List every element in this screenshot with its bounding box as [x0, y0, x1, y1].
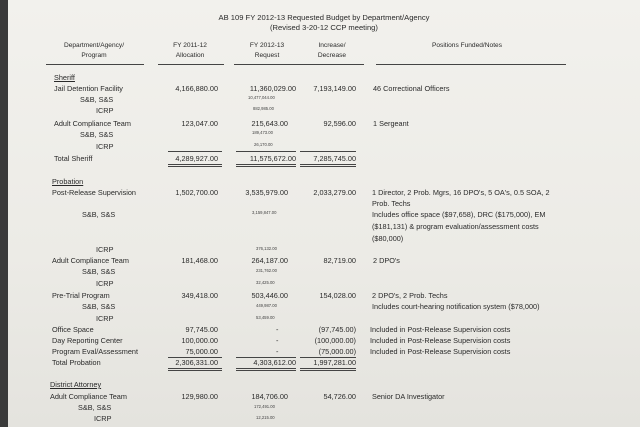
cell-allocation: 4,166,880.00 — [175, 84, 218, 93]
cell-request: 4,303,612.00 — [253, 358, 296, 367]
row-label: Post-Release Supervision — [52, 188, 136, 197]
cell-request-detail: 3,159,847.00 — [252, 210, 277, 215]
cell-request: 11,360,029.00 — [249, 84, 296, 93]
header-rule — [234, 64, 300, 65]
cell-change: 1,997,281.00 — [313, 358, 356, 367]
header-request: Request — [254, 52, 280, 59]
row-label: Day Reporting Center — [52, 336, 123, 345]
cell-request-detail: 32,425.00 — [256, 280, 275, 285]
cell-request: - — [276, 325, 279, 334]
cell-notes: Senior DA Investigator — [372, 392, 445, 401]
section-district-attorney: District Attorney — [50, 380, 102, 389]
header-fy2012: FY 2012-13 — [249, 42, 285, 49]
cell-allocation: 100,000.00 — [181, 336, 218, 345]
row-label: Program Eval/Assessment — [52, 347, 138, 356]
cell-request: - — [276, 336, 279, 345]
row-label: ICRP — [96, 106, 114, 115]
cell-change: (75,000.00) — [318, 347, 356, 356]
cell-change: 7,193,149.00 — [313, 84, 356, 93]
cell-request: 11,575,672.00 — [249, 154, 296, 163]
cell-allocation: 123,047.00 — [181, 119, 218, 128]
row-label: Total Probation — [52, 358, 101, 367]
cell-request: 215,643.00 — [251, 119, 288, 128]
total-double-rule — [300, 164, 356, 167]
header-rule — [46, 64, 144, 65]
cell-notes: Included in Post-Release Supervision costs — [370, 336, 511, 345]
cell-notes: ($181,131) & program evaluation/assessment costs — [372, 222, 539, 231]
cell-allocation: 97,745.00 — [185, 325, 218, 334]
cell-request: 184,706.00 — [251, 392, 288, 401]
cell-notes: Included in Post-Release Supervision costs — [370, 325, 511, 334]
row-label: ICRP — [96, 279, 114, 288]
cell-change: 154,028.00 — [319, 291, 356, 300]
row-label: S&B, S&S — [80, 95, 114, 104]
row-label: Pre-Trial Program — [52, 291, 110, 300]
header-allocation: Allocation — [175, 52, 205, 59]
subtotal-rule — [168, 151, 222, 152]
row-label: Adult Compliance Team — [52, 256, 129, 265]
cell-request-detail: 26,170.00 — [254, 142, 273, 147]
cell-notes: 1 Director, 2 Prob. Mgrs, 16 DPO's, 5 OA's, 0.5 SOA, 2 — [372, 188, 550, 197]
cell-change: 7,285,745.00 — [313, 154, 356, 163]
cell-request-detail: 376,132.00 — [256, 246, 277, 251]
cell-allocation: 349,418.00 — [181, 291, 218, 300]
cell-change: (100,000.00) — [314, 336, 356, 345]
cell-notes: 46 Correctional Officers — [373, 84, 450, 93]
cell-notes: Includes court-hearing notification system ($78,000) — [372, 302, 540, 311]
row-label: Office Space — [52, 325, 94, 334]
row-label: Adult Compliance Team — [50, 392, 127, 401]
header-increase: Increase/ — [318, 42, 346, 49]
row-label: Jail Detention Facility — [54, 84, 123, 93]
cell-request-detail: 10,477,044.00 — [248, 95, 275, 100]
cell-request: - — [276, 347, 279, 356]
cell-request-detail: 231,762.00 — [256, 268, 277, 273]
cell-request-detail: 189,473.00 — [252, 130, 273, 135]
subtotal-rule — [236, 151, 296, 152]
section-sheriff: Sheriff — [54, 73, 75, 82]
row-label: S&B, S&S — [80, 130, 114, 139]
cell-allocation: 1,502,700.00 — [175, 188, 218, 197]
cell-notes: 2 DPO's, 2 Prob. Techs — [372, 291, 448, 300]
cell-request-detail: 12,215.00 — [256, 415, 275, 420]
cell-change: 54,726.00 — [323, 392, 356, 401]
cell-request: 503,446.00 — [251, 291, 288, 300]
cell-change: (97,745.00) — [318, 325, 356, 334]
row-label: ICRP — [96, 245, 114, 254]
header-fy2011: FY 2011-12 — [173, 42, 207, 49]
cell-change: 2,033,279.00 — [313, 188, 356, 197]
total-double-rule — [236, 368, 296, 371]
cell-request: 264,187.00 — [251, 256, 288, 265]
row-label: S&B, S&S — [82, 210, 116, 219]
header-rule — [158, 64, 224, 65]
row-label: Adult Compliance Team — [54, 119, 131, 128]
cell-request-detail: 172,491.00 — [254, 404, 275, 409]
cell-allocation: 4,289,927.00 — [175, 154, 218, 163]
cell-allocation: 2,306,331.00 — [175, 358, 218, 367]
total-double-rule — [168, 164, 222, 167]
header-rule — [300, 64, 364, 65]
cell-notes: ($80,000) — [372, 234, 404, 243]
cell-notes: 1 Sergeant — [373, 119, 409, 128]
total-double-rule — [236, 164, 296, 167]
cell-request-detail: 882,985.00 — [253, 106, 274, 111]
section-probation: Probation — [52, 177, 84, 186]
cell-request-detail: 53,459.00 — [256, 315, 275, 320]
cell-request-detail: 449,987.00 — [256, 303, 277, 308]
cell-change: 92,596.00 — [323, 119, 356, 128]
row-label: ICRP — [96, 314, 114, 323]
header-rule — [376, 64, 566, 65]
row-label: S&B, S&S — [82, 302, 116, 311]
row-label: Total Sheriff — [54, 154, 93, 163]
header-program: Program — [81, 52, 107, 59]
cell-notes: Includes office space ($97,658), DRC ($175,000), EM — [372, 210, 546, 219]
header-decrease: Decrease — [317, 52, 347, 59]
budget-document — [8, 0, 640, 427]
cell-notes: 2 DPO's — [373, 256, 400, 265]
cell-notes: Included in Post-Release Supervision costs — [370, 347, 511, 356]
cell-change: 82,719.00 — [323, 256, 356, 265]
cell-request: 3,535,979.00 — [245, 188, 288, 197]
subtotal-rule — [300, 151, 356, 152]
total-double-rule — [300, 368, 356, 371]
row-label: S&B, S&S — [78, 403, 112, 412]
cell-allocation: 181,468.00 — [181, 256, 218, 265]
document-title: AB 109 FY 2012-13 Requested Budget by Department/Agency — [218, 13, 430, 22]
document-subtitle: (Revised 3-20-12 CCP meeting) — [270, 23, 378, 32]
row-label: ICRP — [96, 142, 114, 151]
total-double-rule — [168, 368, 222, 371]
cell-notes: Prob. Techs — [372, 199, 411, 208]
header-notes: Positions Funded/Notes — [431, 42, 502, 49]
row-label: ICRP — [94, 414, 112, 423]
cell-allocation: 129,980.00 — [181, 392, 218, 401]
row-label: S&B, S&S — [82, 267, 116, 276]
cell-allocation: 75,000.00 — [185, 347, 218, 356]
header-department: Department/Agency/ — [63, 42, 125, 49]
